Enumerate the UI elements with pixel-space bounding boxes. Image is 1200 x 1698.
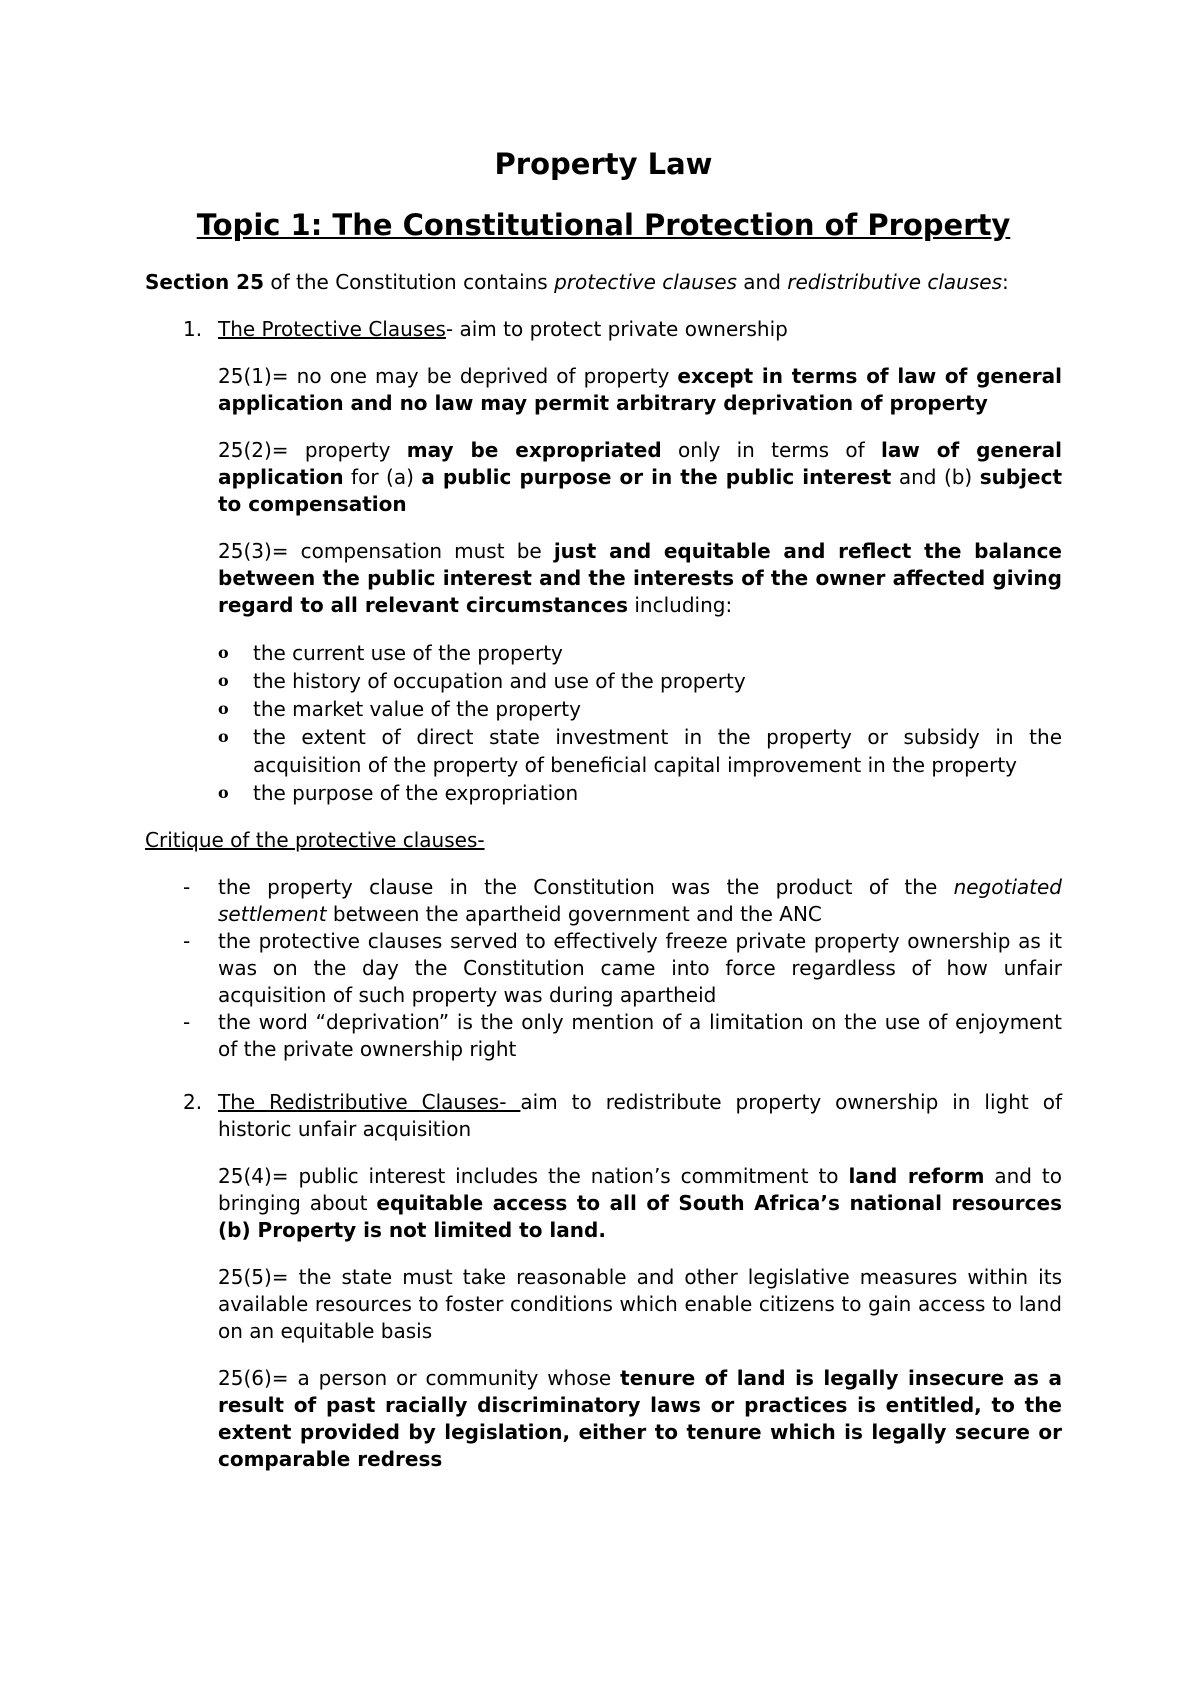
- topic-heading: Topic 1: The Constitutional Protection of Property: [196, 208, 1011, 242]
- list-item: o the current use of the property: [218, 641, 563, 665]
- section-2-heading: 2. The Redistributive Clauses- aim to redistribute property ownership in light of historic unfair acquisition: [183, 1090, 1062, 1141]
- list-item: o the extent of direct state investment in the property or subsidy in the acquisition of the property of beneficial capital improvement in the property: [218, 725, 1062, 777]
- list-item: o the history of occupation and use of the property: [218, 669, 746, 693]
- clause-25-4: 25(4)= public interest includes the nation’s commitment to land reform and to bringing about equitable access to all of South Africa’s national resources (b) Property is not limited to land.: [218, 1164, 1062, 1242]
- list-item: - the protective clauses served to effectively freeze private property ownership as it was on the day the Constitution came into force regardless of how unfair acquisition of such property was during apartheid: [183, 929, 1062, 1007]
- page-title: Property Law: [494, 147, 713, 181]
- section-1-heading: 1. The Protective Clauses- aim to protect private ownership: [183, 317, 788, 341]
- dash-icon: -: [183, 929, 191, 953]
- bullet-icon: o: [218, 727, 229, 746]
- critique-heading: Critique of the protective clauses-: [145, 828, 485, 852]
- clause-25-3: 25(3)= compensation must be just and equitable and reflect the balance between the public interest and the interests of the owner affected giving regard to all relevant circumstances including:: [218, 539, 1063, 617]
- dash-icon: -: [183, 875, 191, 899]
- list-item: o the market value of the property: [218, 697, 581, 721]
- section-2-title: The Redistributive Clauses-: [218, 1090, 521, 1114]
- section-1-title: The Protective Clauses: [218, 317, 446, 341]
- section-1-number: 1.: [183, 317, 203, 341]
- document-page: [145, 146, 1062, 1493]
- list-item: - the word “deprivation” is the only mention of a limitation on the use of enjoyment of the private ownership right: [183, 1010, 1062, 1061]
- bullet-icon: o: [218, 783, 229, 802]
- critique-list: [145, 874, 1062, 1063]
- bullet-icon: o: [218, 671, 229, 690]
- bullet-icon: o: [218, 699, 229, 718]
- list-item: - the property clause in the Constitution was the product of the negotiated settlement between the apartheid government and the ANC: [183, 875, 1062, 926]
- clause-25-2: 25(2)= property may be expropriated only in terms of law of general application for (a) a public purpose or in the public interest and (b) subject to compensation: [218, 438, 1063, 516]
- intro-paragraph: Section 25 of the Constitution contains protective clauses and redistributive clauses:: [145, 270, 1009, 294]
- clause-25-5: 25(5)= the state must take reasonable and other legislative measures within its available resources to foster conditions which enable citizens to gain access to land on an equitable basis: [218, 1265, 1062, 1343]
- dash-icon: -: [183, 1010, 191, 1034]
- clause-25-6: 25(6)= a person or community whose tenure of land is legally insecure as a result of past racially discriminatory laws or practices is entitled, to the extent provided by legislation, either to tenure which is legally secure or comparable redress: [218, 1366, 1062, 1471]
- bullet-icon: o: [218, 643, 229, 662]
- section-2-number: 2.: [183, 1090, 203, 1114]
- clause-25-1: 25(1)= no one may be deprived of property except in terms of law of general application and no law may permit arbitrary deprivation of property: [218, 364, 1062, 415]
- circumstances-list: [218, 639, 1062, 807]
- list-item: o the purpose of the expropriation: [218, 781, 579, 805]
